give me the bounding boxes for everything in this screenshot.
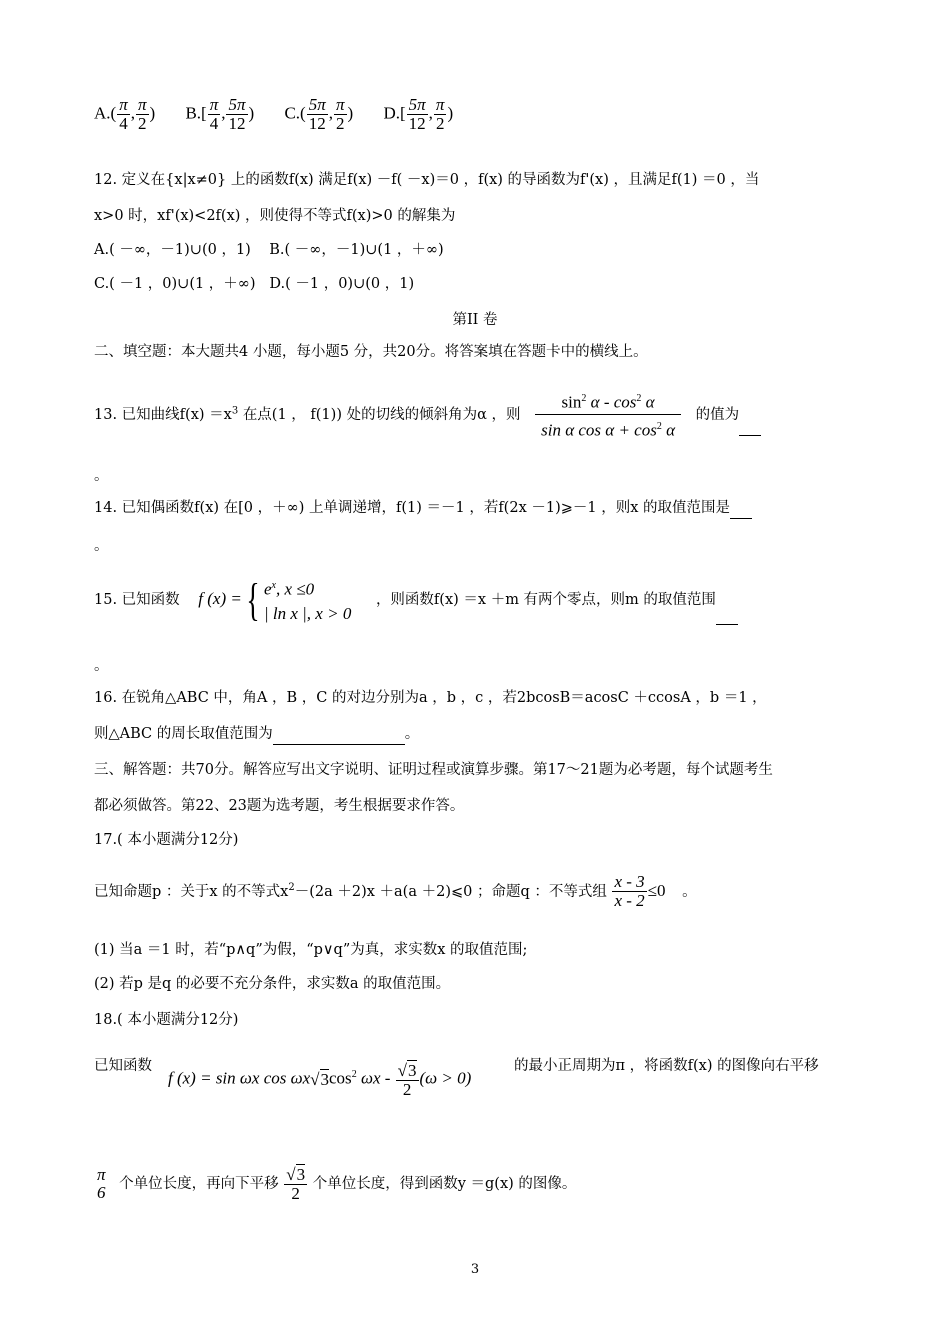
q16-line-1: 16. 在锐角△ABC 中，角A ，B ，C 的对边分别为a ，b ，c ，若2bcosB＝acosC ＋ccosA ，b ＝1 ， (94, 690, 767, 706)
q13-fraction: $\frac{\sin^2 \alpha - \cos^2 \alpha}{\sin \alpha \cos \alpha + \cos^2 \alpha}$ (535, 388, 681, 442)
q18-statement-label: 已知函数 (94, 1058, 152, 1074)
q15-end: 。 (94, 658, 109, 674)
q18-line-2: π 6 个单位长度，再向下平移 $\frac{√3}{2}$ 个单位长度，得到函数y ＝g(x) 的图像。 (97, 1165, 577, 1204)
q11-option-c: C.( $\frac{5\pi}{12}$ , $\frac{\pi}{2}$ ) (284, 95, 354, 133)
q12-options-row-1 (94, 240, 444, 260)
q17-title: 17.( 本小题满分12分) (94, 832, 239, 848)
q13-line: 13. 已知曲线$f(x) =x^3$ 在点(1 ， f(1)) 处的切线的倾斜角为α ，则 $\frac{\sin^2 \alpha - \cos^2 \alpha}{\sin \alpha \cos \alpha + \cos^2 \alpha}$ 的值为 (94, 388, 761, 442)
q17-statement: 已知命题p ：关于x 的不等式$x^2-(2a +2)x +a(a$ ＋2)⩽0 ；命题q ：不等式组 $\frac{x - 3}{x - 2}$ ≤0 。 (94, 872, 697, 911)
q13-end: 。 (94, 468, 109, 484)
q16-answer-blank (273, 724, 405, 745)
q12-options-row-2 (94, 274, 414, 294)
q18-title: 18.( 本小题满分12分) (94, 1012, 239, 1028)
q16-line-2: 则△ABC 的周长取值范围为 。 (94, 724, 419, 745)
q17-part-2: (2) 若p 是q 的必要不充分条件，求实数a 的取值范围。 (94, 976, 451, 992)
solve-header-line-1: 三、解答题：共70分。解答应写出文字说明、证明过程或演算步骤。第17～21题为必考题，每个试题考生 (94, 762, 773, 778)
q11-option-d: D.[ $\frac{5\pi}{12}$ , $\frac{\pi}{2}$ ) (383, 95, 454, 133)
q17-part-1: (1) 当a ＝1 时，若“p∧q”为假，“p∨q”为真，求实数x 的取值范围; (94, 942, 528, 958)
q11-options (94, 96, 479, 133)
q12-option-d: D.( －1 ，0)∪(0 ，1) (269, 276, 415, 292)
q15-piecewise: $e^x$, x ≤0 | ln x |, x > 0 (263, 579, 352, 623)
page-number: 3 (470, 1262, 480, 1277)
solve-header-line-2: 都必须做答。第22、23题为选考题，考生根据要求作答。 (94, 798, 465, 814)
section-2-title: 第II 卷 (452, 312, 498, 328)
q18-function-formula: f (x) = sin ωx $\cos \omega x√3\cos^2$ ωx - $\frac{√3}{2}$ (ω > 0) (168, 1060, 472, 1099)
q18-statement-tail: 的最小正周期为π ，将函数f(x) 的图像向右平移 (514, 1058, 819, 1074)
fill-in-header: 二、填空题：本大题共4 小题，每小题5 分，共20分。将答案填在答题卡中的横线上。 (94, 344, 648, 360)
q12-option-c: C.( －1 ，0)∪(1 ，＋∞) (94, 276, 256, 292)
q12-line-2: x>0 时，xf'(x)<2f(x) ，则使得不等式f(x)>0 的解集为 (94, 208, 456, 224)
q12-option-a: A.( －∞，－1)∪(0 ，1) (94, 242, 251, 258)
q11-option-a: A.( $\frac{\pi}{4}$ , $\frac{\pi}{2}$ ) (94, 95, 156, 133)
q15-line: 15. 已知函数 f (x) ={ $e^x$, x ≤0 | ln x |, x > 0 ，则函数f(x) ＝x ＋m 有两个零点，则m 的取值范围 (94, 574, 738, 626)
q11-option-b: B.[ $\frac{\pi}{4}$ , $\frac{5\pi}{12}$ ) (185, 95, 255, 133)
q14-line: 14. 已知偶函数f(x) 在[0 ，＋∞) 上单调递增，f(1) ＝－1 ，若f(2x －1)⩾－1 ，则x 的取值范围是 (94, 498, 752, 519)
q12-option-b: B.( －∞，－1)∪(1 ，＋∞) (269, 242, 444, 258)
q12-line-1: 12. 定义在{x|x≠0} 上的函数f(x) 满足f(x) －f( －x)＝0 ，f(x) 的导函数为f'(x) ，且满足f(1) ＝0 ，当 (94, 172, 760, 188)
q14-end: 。 (94, 538, 109, 554)
